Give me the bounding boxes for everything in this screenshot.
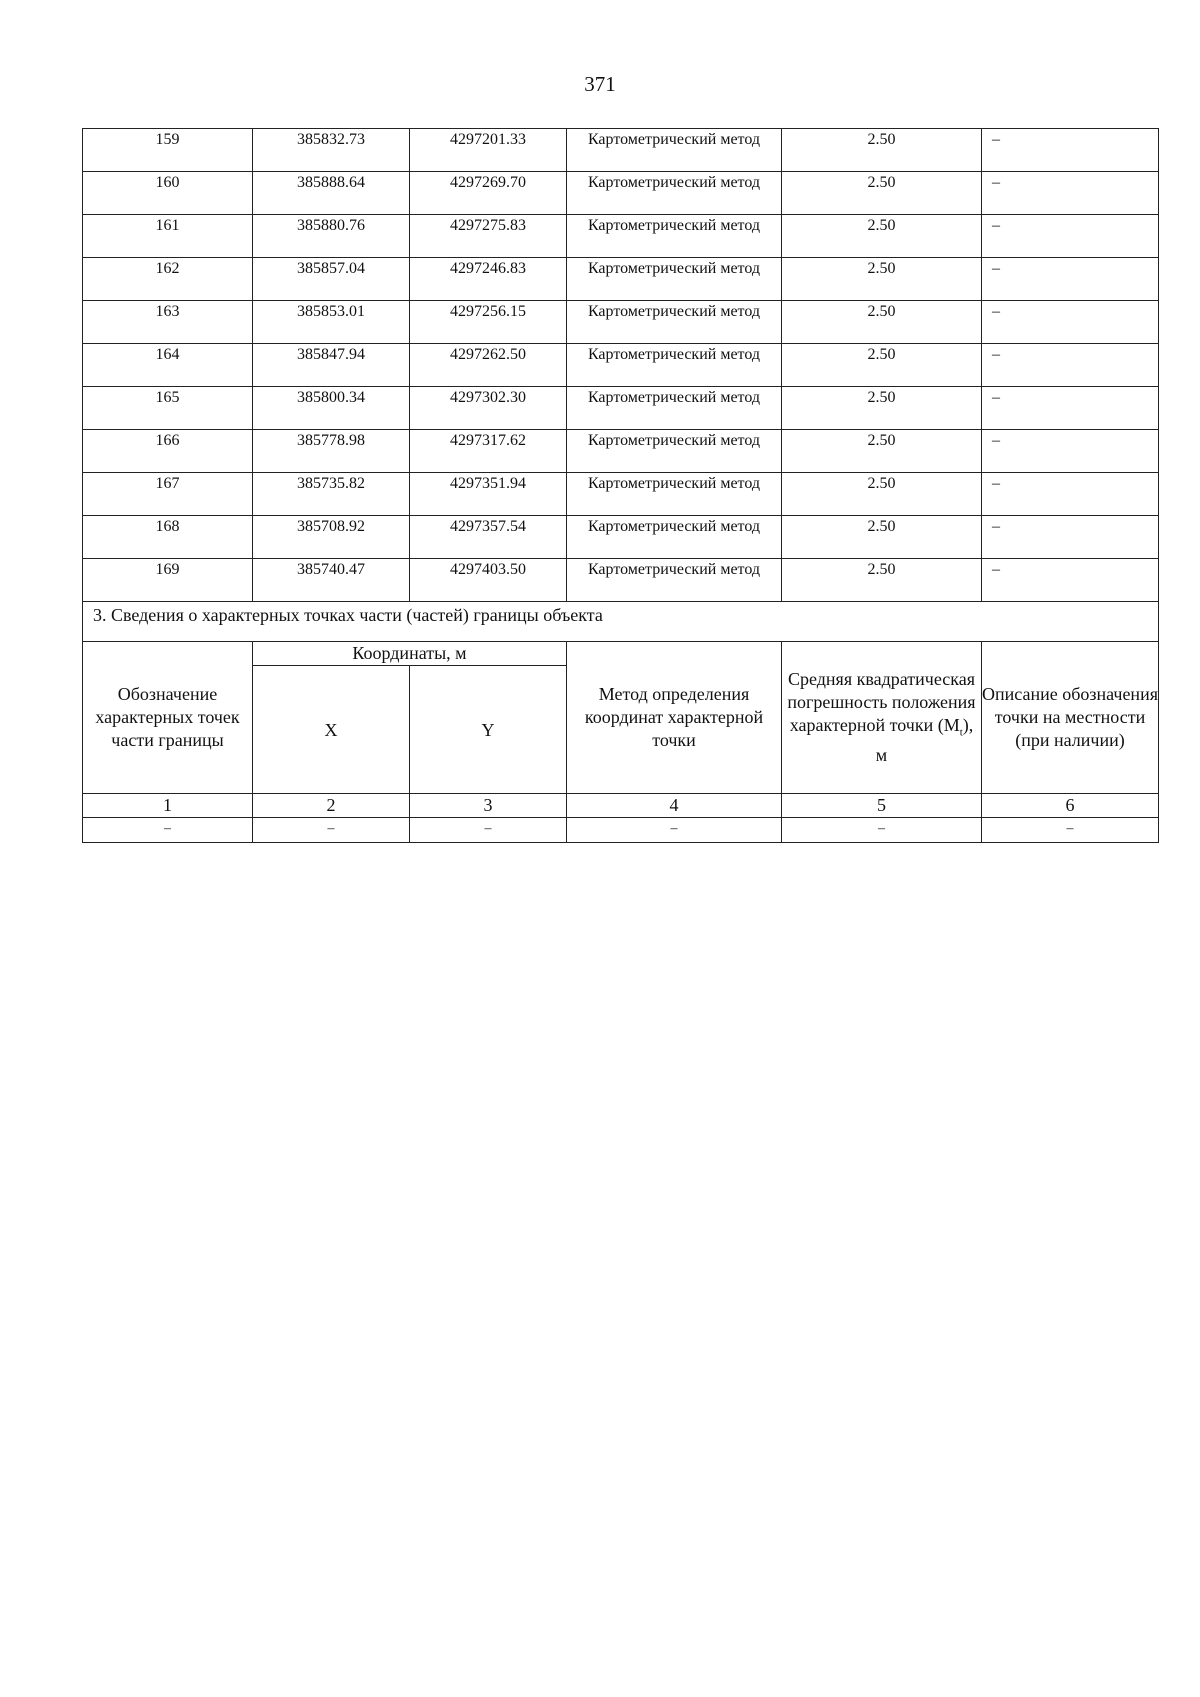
header-point-designation: Обозначение характерных точек части границы (83, 642, 253, 794)
y-coordinate-cell: 4297351.94 (410, 473, 567, 516)
description-cell: – (982, 344, 1159, 387)
point-number-cell: 169 (83, 559, 253, 602)
y-coordinate-cell: 4297256.15 (410, 301, 567, 344)
x-coordinate-cell: 385832.73 (253, 129, 410, 172)
header-mean-error-unit: ), м (875, 714, 974, 766)
empty-cell: – (253, 818, 410, 843)
y-coordinate-cell: 4297317.62 (410, 430, 567, 473)
method-cell: Картометрический метод (567, 344, 782, 387)
x-coordinate-cell: 385735.82 (253, 473, 410, 516)
column-number: 3 (410, 794, 567, 818)
column-number: 2 (253, 794, 410, 818)
table-row (83, 344, 1159, 387)
column-numbers-row (83, 794, 1159, 818)
error-cell: 2.50 (782, 344, 982, 387)
x-coordinate-cell: 385880.76 (253, 215, 410, 258)
x-coordinate-cell: 385800.34 (253, 387, 410, 430)
error-cell: 2.50 (782, 387, 982, 430)
method-cell: Картометрический метод (567, 129, 782, 172)
method-cell: Картометрический метод (567, 258, 782, 301)
table-row (83, 559, 1159, 602)
description-cell: – (982, 430, 1159, 473)
y-coordinate-cell: 4297262.50 (410, 344, 567, 387)
method-cell: Картометрический метод (567, 301, 782, 344)
table-row (83, 215, 1159, 258)
description-cell: – (982, 301, 1159, 344)
error-cell: 2.50 (782, 559, 982, 602)
points-table-body (83, 129, 1159, 602)
description-cell: – (982, 215, 1159, 258)
x-coordinate-cell: 385740.47 (253, 559, 410, 602)
table-row (83, 301, 1159, 344)
error-cell: 2.50 (782, 215, 982, 258)
error-cell: 2.50 (782, 129, 982, 172)
method-cell: Картометрический метод (567, 559, 782, 602)
error-cell: 2.50 (782, 301, 982, 344)
method-cell: Картометрический метод (567, 215, 782, 258)
table-row (83, 129, 1159, 172)
description-cell: – (982, 559, 1159, 602)
y-coordinate-cell: 4297275.83 (410, 215, 567, 258)
column-number: 1 (83, 794, 253, 818)
x-coordinate-cell: 385708.92 (253, 516, 410, 559)
point-number-cell: 164 (83, 344, 253, 387)
table-row (83, 430, 1159, 473)
y-coordinate-cell: 4297269.70 (410, 172, 567, 215)
point-number-cell: 160 (83, 172, 253, 215)
point-number-cell: 161 (83, 215, 253, 258)
column-number: 4 (567, 794, 782, 818)
table-row (83, 387, 1159, 430)
error-cell: 2.50 (782, 516, 982, 559)
section3-body (83, 602, 1159, 843)
description-cell: – (982, 473, 1159, 516)
description-cell: – (982, 172, 1159, 215)
method-cell: Картометрический метод (567, 387, 782, 430)
x-coordinate-cell: 385847.94 (253, 344, 410, 387)
x-coordinate-cell: 385853.01 (253, 301, 410, 344)
point-number-cell: 159 (83, 129, 253, 172)
column-number: 6 (982, 794, 1159, 818)
empty-cell: – (567, 818, 782, 843)
method-cell: Картометрический метод (567, 516, 782, 559)
section3-title-row (83, 602, 1159, 642)
x-coordinate-cell: 385857.04 (253, 258, 410, 301)
error-cell: 2.50 (782, 473, 982, 516)
point-number-cell: 162 (83, 258, 253, 301)
header-method: Метод определения координат характерной точки (567, 642, 782, 794)
description-cell: – (982, 258, 1159, 301)
section3-header-row (83, 642, 1159, 666)
table-row (83, 172, 1159, 215)
empty-data-row (83, 818, 1159, 843)
method-cell: Картометрический метод (567, 473, 782, 516)
page-number: 371 (584, 72, 616, 96)
point-number-cell: 166 (83, 430, 253, 473)
description-cell: – (982, 129, 1159, 172)
x-coordinate-cell: 385778.98 (253, 430, 410, 473)
coordinates-table (82, 128, 1159, 843)
section3-title: 3. Сведения о характерных точках части (частей) границы объекта (83, 602, 1159, 642)
table-row (83, 516, 1159, 559)
x-coordinate-cell: 385888.64 (253, 172, 410, 215)
error-cell: 2.50 (782, 258, 982, 301)
header-mean-error-text: Средняя квадратическая погрешность положения характерной точки (M (787, 668, 976, 735)
empty-cell: – (410, 818, 567, 843)
method-cell: Картометрический метод (567, 430, 782, 473)
method-cell: Картометрический метод (567, 172, 782, 215)
point-number-cell: 165 (83, 387, 253, 430)
column-number: 5 (782, 794, 982, 818)
empty-cell: – (782, 818, 982, 843)
header-mean-error (782, 642, 982, 794)
header-description: Описание обозначения точки на местности (при наличии) (982, 642, 1159, 794)
empty-cell: – (982, 818, 1159, 843)
header-x: X (253, 666, 410, 794)
y-coordinate-cell: 4297357.54 (410, 516, 567, 559)
header-mean-error-subscript: t (959, 726, 963, 739)
y-coordinate-cell: 4297246.83 (410, 258, 567, 301)
header-y: Y (410, 666, 567, 794)
description-cell: – (982, 387, 1159, 430)
y-coordinate-cell: 4297201.33 (410, 129, 567, 172)
error-cell: 2.50 (782, 172, 982, 215)
empty-cell: – (83, 818, 253, 843)
table-row (83, 258, 1159, 301)
point-number-cell: 167 (83, 473, 253, 516)
point-number-cell: 168 (83, 516, 253, 559)
header-coordinates: Координаты, м (253, 642, 567, 666)
y-coordinate-cell: 4297302.30 (410, 387, 567, 430)
y-coordinate-cell: 4297403.50 (410, 559, 567, 602)
error-cell: 2.50 (782, 430, 982, 473)
point-number-cell: 163 (83, 301, 253, 344)
description-cell: – (982, 516, 1159, 559)
table-row (83, 473, 1159, 516)
